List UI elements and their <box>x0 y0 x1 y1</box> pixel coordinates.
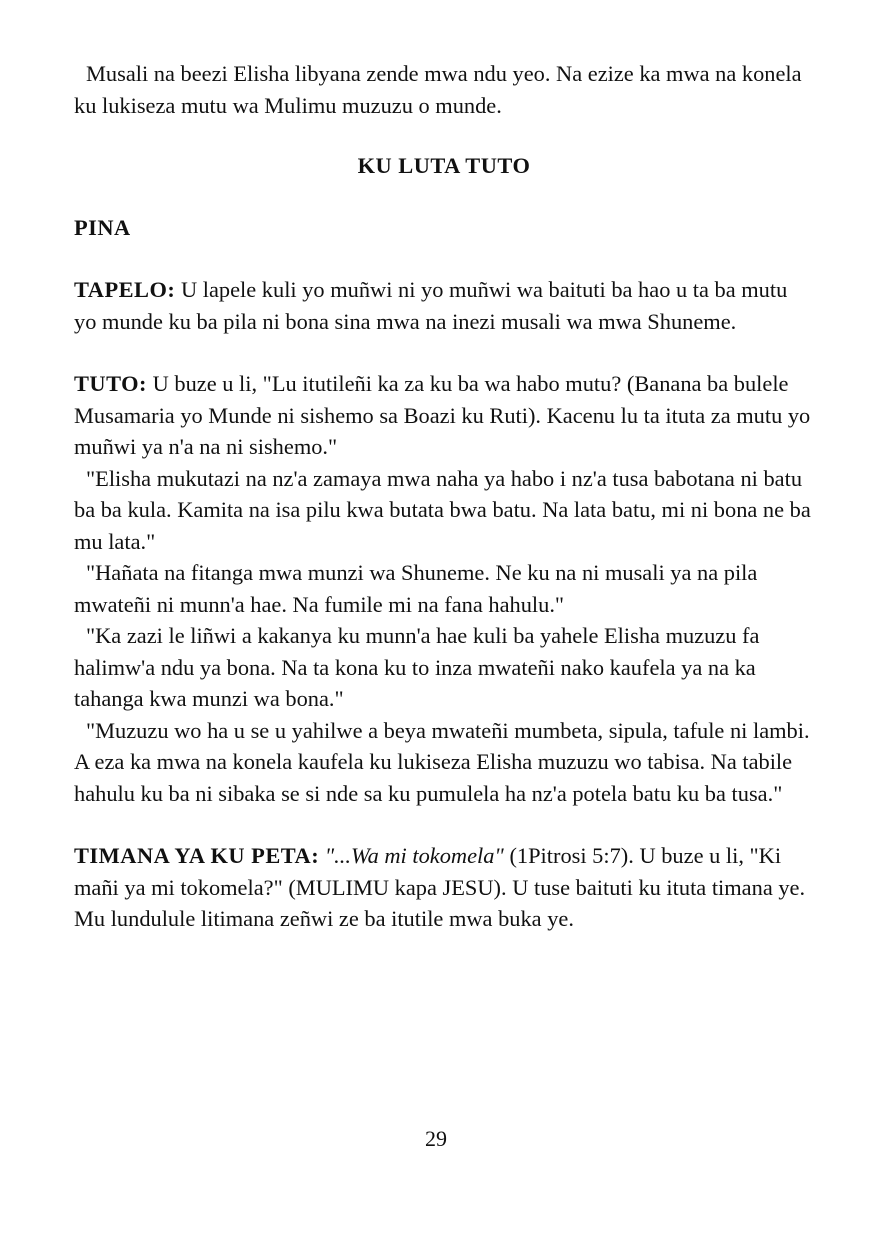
section-heading: KU LUTA TUTO <box>357 153 531 178</box>
memory-verse-paragraph <box>74 840 814 935</box>
prayer-text: U lapele kuli yo muñwi ni yo muñwi wa baituti ba hao u ta ba mutu yo munde ku ba pila ni bona sina mwa na inezi musali wa mwa Shuneme. <box>74 277 788 334</box>
lesson-paragraph: "Muzuzu wo ha u se u yahilwe a beya mwateñi mumbeta, sipula, tafule ni lambi. A eza ka mwa na konela kaufela ku lukiseza Elisha muzuzu wo tabisa. Na tabile hahulu ku ba ni sibaka se si nde sa ku pumulela ha nz'a potela batu ku ba tusa." <box>74 717 810 806</box>
lesson-paragraph: "Elisha mukutazi na nz'a zamaya mwa naha ya habo i nz'a tusa babotana ni batu ba ba kula. Kamita na isa pilu kwa butata bwa batu. Na lata batu, mi ni bona ne ba mu lata." <box>74 465 811 554</box>
song-heading: PINA <box>74 214 131 240</box>
page-number: 29 <box>425 1126 447 1151</box>
memory-verse-label: TIMANA YA KU PETA: <box>74 843 320 868</box>
lesson-intro-text: U buze u li, "Lu itutileñi ka za ku ba wa habo mutu? (Banana ba bulele Musamaria yo Munde ni sishemo sa Boazi ku Ruti). Kacenu lu ta ituta za mutu yo muñwi ya n'a na ni sishemo." <box>74 371 811 459</box>
lesson-paragraph: "Hañata na fitanga mwa munzi wa Shuneme. Ne ku na ni musali ya na pila mwateñi ni munn'a hae. Na fumile mi na fana hahulu." <box>74 560 758 617</box>
lesson-section <box>74 368 814 809</box>
intro-paragraph: Musali na beezi Elisha libyana zende mwa ndu yeo. Na ezize ka mwa na konela ku lukiseza mutu wa Mulimu muzuzu o munde. <box>74 61 802 118</box>
page-body <box>74 58 814 935</box>
lesson-label: TUTO: <box>74 371 148 396</box>
memory-verse-text: U buze u li, "Ki mañi ya mi tokomela?" (MULIMU kapa JESU). U tuse baituti ku ituta timana ye. Mu lundulule litimana zeñwi ze ba itutile mwa buka ye. <box>74 843 806 931</box>
prayer-paragraph <box>74 274 814 337</box>
memory-verse-reference: (1Pitrosi 5:7). <box>509 843 634 868</box>
memory-verse-quote: "...Wa mi tokomela" <box>324 843 504 868</box>
lesson-intro-paragraph <box>74 368 814 463</box>
lesson-paragraph: "Ka zazi le liñwi a kakanya ku munn'a hae kuli ba yahele Elisha muzuzu fa halimw'a ndu ya bona. Na ta kona ku to inza mwateñi nako kaufela ya na ka tahanga kwa munzi wa bona." <box>74 623 760 711</box>
prayer-label: TAPELO: <box>74 277 176 302</box>
